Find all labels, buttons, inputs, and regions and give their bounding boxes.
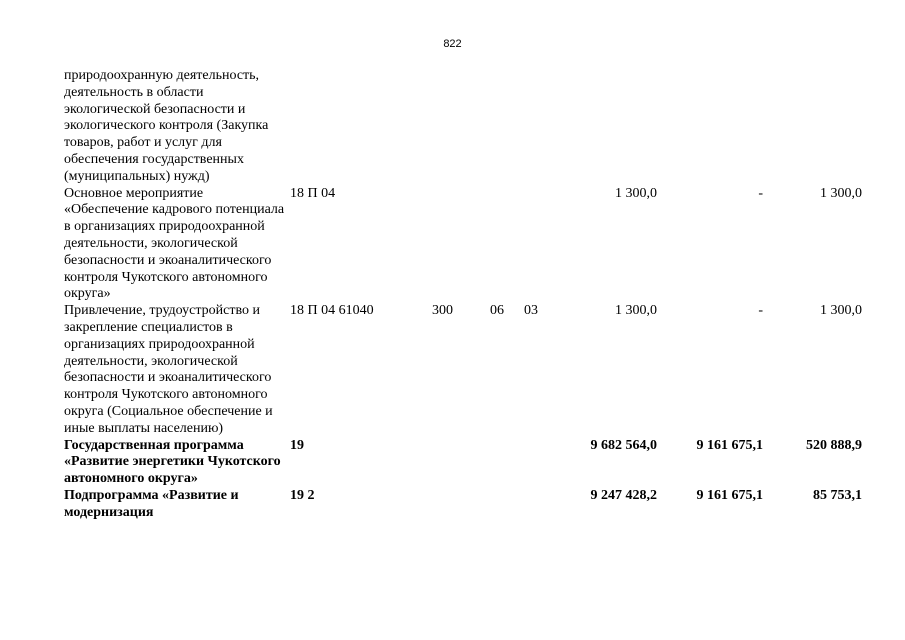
row-rz: 06 — [490, 303, 504, 319]
row-sum-total: 9 682 564,0 — [590, 437, 657, 453]
row-pr: 03 — [524, 303, 538, 319]
row-code — [290, 68, 432, 186]
row-sum-regional: 1 300,0 — [820, 185, 862, 201]
row-sum-regional: 520 888,9 — [806, 437, 862, 453]
row-rz — [490, 68, 524, 186]
row-sum-regional — [763, 68, 862, 186]
row-sum-total: 1 300,0 — [615, 303, 657, 319]
page-number: 822 — [443, 38, 462, 50]
row-sum-federal: - — [758, 185, 763, 201]
row-sum-total: 9 247 428,2 — [590, 487, 657, 503]
row-sum-federal: - — [758, 303, 763, 319]
row-name: природоохранную деятельность, деятельность в области экологической безопасности и экологического контроля (Закупка товаров, работ и услуг для обеспечения государственных (муниципальных) нужд) — [64, 68, 269, 184]
row-sum-regional: 1 300,0 — [820, 303, 862, 319]
row-rz — [490, 186, 524, 304]
row-vr — [432, 488, 490, 522]
row-code: 18 П 04 — [290, 185, 336, 201]
table-row — [64, 68, 862, 186]
row-name: Привлечение, трудоустройство и закрепление специалистов в организациях природоохранной деятельности, экологической безопасности и экоаналитического контроля Чукотского автономного округа (Социальное обеспечение и иные выплаты населению) — [64, 303, 273, 436]
table-row — [64, 488, 862, 522]
budget-table — [64, 68, 862, 522]
row-name: Основное мероприятие «Обеспечение кадрового потенциала в организациях природоохранной деятельности, экологической безопасности и экоаналитического контроля Чукотского автономного округа» — [64, 185, 285, 302]
row-rz — [490, 488, 524, 522]
row-sum-total: 1 300,0 — [615, 185, 657, 201]
row-sum-regional: 85 753,1 — [813, 487, 862, 503]
row-vr — [432, 68, 490, 186]
row-sum-federal: 9 161 675,1 — [696, 487, 763, 503]
row-code: 18 П 04 61040 — [290, 303, 374, 319]
row-code: 19 2 — [290, 487, 315, 503]
table-row — [64, 438, 862, 488]
table-row — [64, 303, 862, 437]
row-pr — [524, 488, 562, 522]
row-pr — [524, 68, 562, 186]
row-code: 19 — [290, 437, 304, 453]
row-sum-federal — [657, 68, 763, 186]
row-vr: 300 — [432, 303, 453, 319]
row-vr — [432, 438, 490, 488]
row-sum-federal: 9 161 675,1 — [696, 437, 763, 453]
row-vr — [432, 186, 490, 304]
row-name: Подпрограмма «Развитие и модернизация — [64, 487, 239, 520]
table-row — [64, 186, 862, 304]
row-pr — [524, 186, 562, 304]
row-rz — [490, 438, 524, 488]
row-name: Государственная программа «Развитие энергетики Чукотского автономного округа» — [64, 437, 281, 487]
row-sum-total — [562, 68, 657, 186]
row-pr — [524, 438, 562, 488]
